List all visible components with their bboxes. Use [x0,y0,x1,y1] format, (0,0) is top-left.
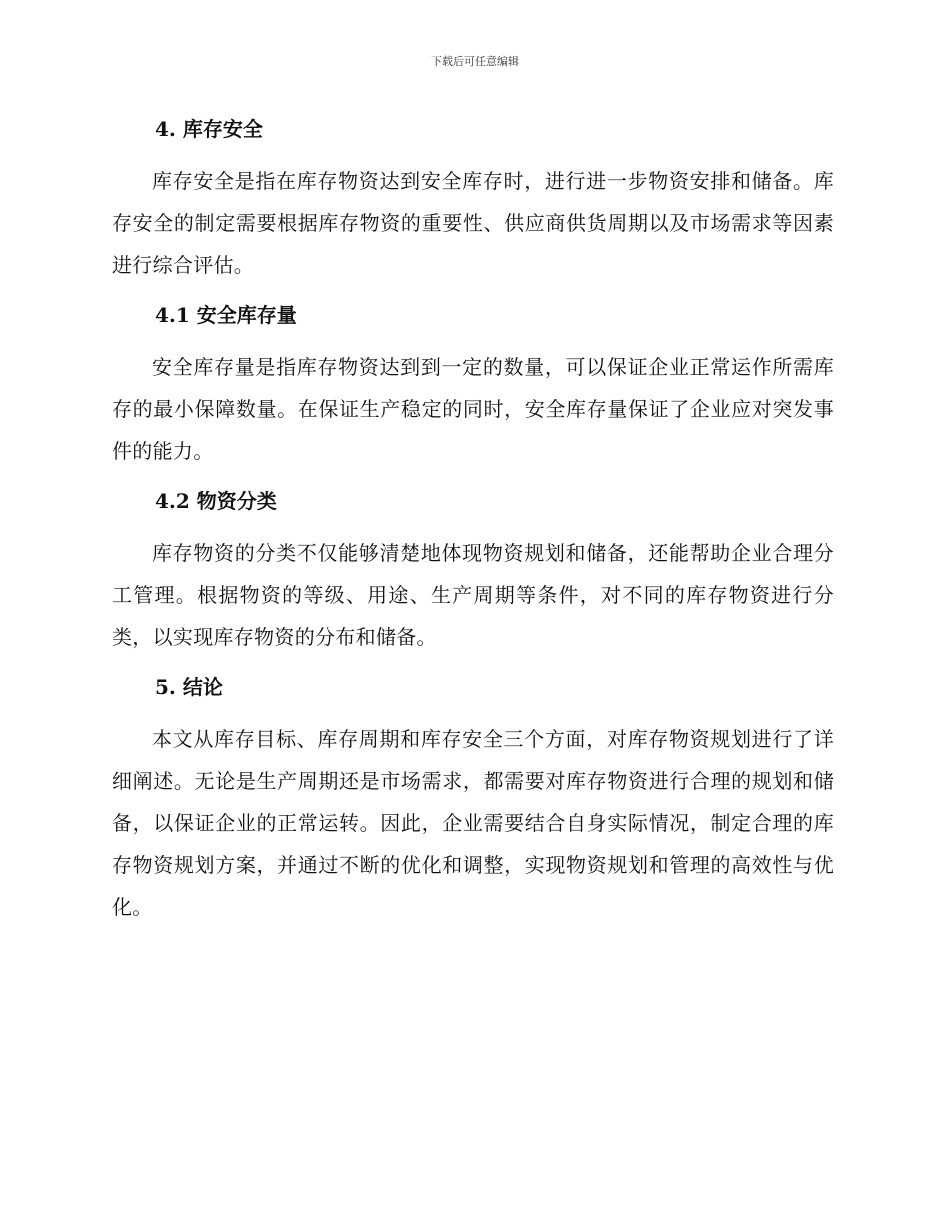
section-paragraph: 库存安全是指在库存物资达到安全库存时，进行进一步物资安排和储备。库存安全的制定需要根据库存物资的重要性、供应商供货周期以及市场需求等因素进行综合评估。 [112,169,834,277]
section-safety-stock [112,296,834,482]
section-heading: 4. 库存安全 [155,117,263,141]
section-paragraph: 本文从库存目标、库存周期和库存安全三个方面，对库存物资规划进行了详细阐述。无论是生产周期还是市场需求，都需要对库存物资进行合理的规划和储备，以保证企业的正常运转。因此，企业需要结合自身实际情况，制定合理的库存物资规划方案，并通过不断的优化和调整，实现物资规划和管理的高效性与优化。 [112,727,834,919]
section-material-classification [112,482,834,668]
page-header: 下载后可任意编辑 [431,55,519,68]
section-heading: 5. 结论 [155,675,223,699]
section-conclusion [112,668,834,928]
section-inventory-safety [112,110,834,296]
section-heading: 4.2 物资分类 [155,489,277,513]
section-heading: 4.1 安全库存量 [155,303,297,327]
document-body [112,110,834,928]
section-paragraph: 安全库存量是指库存物资达到到一定的数量，可以保证企业正常运作所需库存的最小保障数量。在保证生产稳定的同时，安全库存量保证了企业应对突发事件的能力。 [112,355,834,463]
section-paragraph: 库存物资的分类不仅能够清楚地体现物资规划和储备，还能帮助企业合理分工管理。根据物资的等级、用途、生产周期等条件，对不同的库存物资进行分类，以实现库存物资的分布和储备。 [112,541,834,649]
